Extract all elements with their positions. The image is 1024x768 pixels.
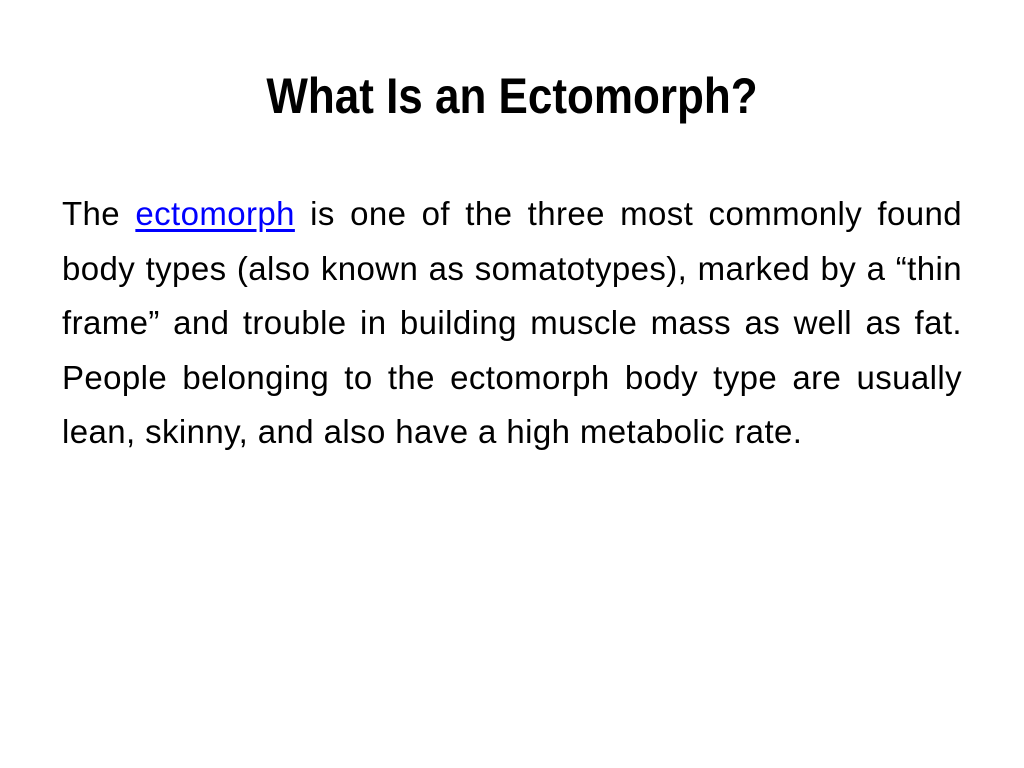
slide-title: What Is an Ectomorph? [266, 68, 758, 124]
slide-body-paragraph [62, 187, 962, 460]
body-text-intro: The [62, 195, 136, 232]
ectomorph-link[interactable]: ectomorph [135, 195, 295, 232]
body-text-description: is one of the three most commonly found body types (also known as somatotypes), marked by a “thin frame” and trouble in building muscle mass as well as fat. People belonging to the ectomorph body type are usually lean, skinny, and also have a high metabolic rate. [62, 195, 962, 450]
